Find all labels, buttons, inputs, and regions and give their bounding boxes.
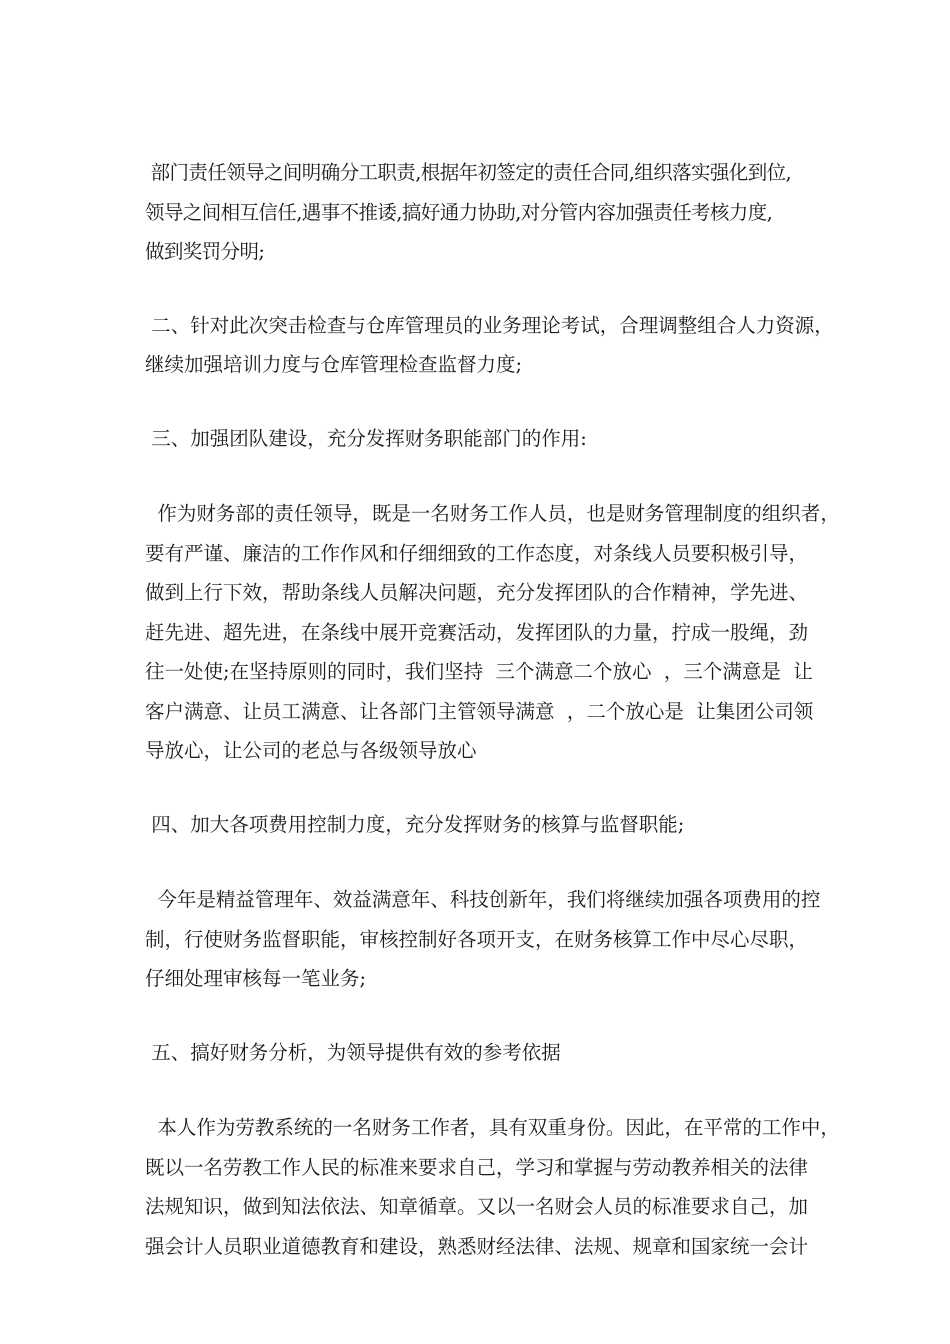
text-line: 制，行使财务监督职能，审核控制好各项开支，在财务核算工作中尽心尽职，	[145, 927, 809, 951]
text-line: 今年是精益管理年、效益满意年、科技创新年，我们将继续加强各项费用的控	[145, 888, 821, 911]
text-line: 强会计人员职业道德教育和建设，熟悉财经法律、法规、规章和国家统一会计	[145, 1234, 809, 1258]
text-line: 法规知识，做到知法依法、知章循章。又以一名财会人员的标准要求自己，加	[145, 1195, 809, 1218]
text-line: 继续加强培训力度与仓库管理检查监督力度;	[145, 353, 523, 376]
text-line: 赶先进、超先进，在条线中展开竞赛活动，发挥团队的力量，拧成一股绳，劲	[145, 620, 809, 644]
paragraph-section-two	[145, 306, 840, 385]
text-line: 四、加大各项费用控制力度，充分发挥财务的核算与监督职能;	[145, 812, 685, 836]
paragraph-dual-identity	[145, 1108, 840, 1266]
text-line: 仔细处理审核每一笔业务;	[145, 967, 367, 990]
paragraph-department-responsibility	[145, 153, 840, 272]
text-line: 部门责任领导之间明确分工职责,根据年初签定的责任合同,组织落实强化到位,	[145, 161, 792, 184]
paragraph-team-building	[145, 494, 840, 771]
text-line: 做到上行下效，帮助条线人员解决问题，充分发挥团队的合作精神，学先进、	[145, 581, 809, 604]
text-line: 做到奖罚分明;	[145, 240, 265, 263]
heading-section-three	[145, 419, 840, 459]
heading-section-five	[145, 1033, 840, 1073]
text-line: 五、搞好财务分析，为领导提供有效的参考依据	[145, 1040, 561, 1064]
paragraph-cost-control	[145, 880, 840, 999]
text-line: 既以一名劳教工作人民的标准来要求自己，学习和掌握与劳动教养相关的法律	[145, 1155, 809, 1179]
text-line: 往一处使;在坚持原则的同时，我们坚持 三个满意二个放心 ，三个满意是 让	[145, 660, 813, 683]
text-line: 导放心，让公司的老总与各级领导放心	[145, 739, 477, 762]
text-line: 客户满意、让员工满意、让各部门主管领导满意 ，二个放心是 让集团公司领	[145, 699, 814, 723]
text-line: 三、加强团队建设，充分发挥财务职能部门的作用:	[145, 426, 587, 450]
text-line: 二、针对此次突击检查与仓库管理员的业务理论考试，合理调整组合人力资源，	[145, 313, 834, 337]
heading-section-four	[145, 805, 840, 845]
text-line: 作为财务部的责任领导，既是一名财务工作人员，也是财务管理制度的组织者，	[145, 502, 840, 525]
text-line: 要有严谨、廉洁的工作作风和仔细细致的工作态度，对条线人员要积极引导，	[145, 541, 809, 565]
text-line: 本人作为劳教系统的一名财务工作者，具有双重身份。因此，在平常的工作中，	[145, 1116, 840, 1139]
text-line: 领导之间相互信任,遇事不推诿,搞好通力协助,对分管内容加强责任考核力度,	[145, 200, 773, 224]
